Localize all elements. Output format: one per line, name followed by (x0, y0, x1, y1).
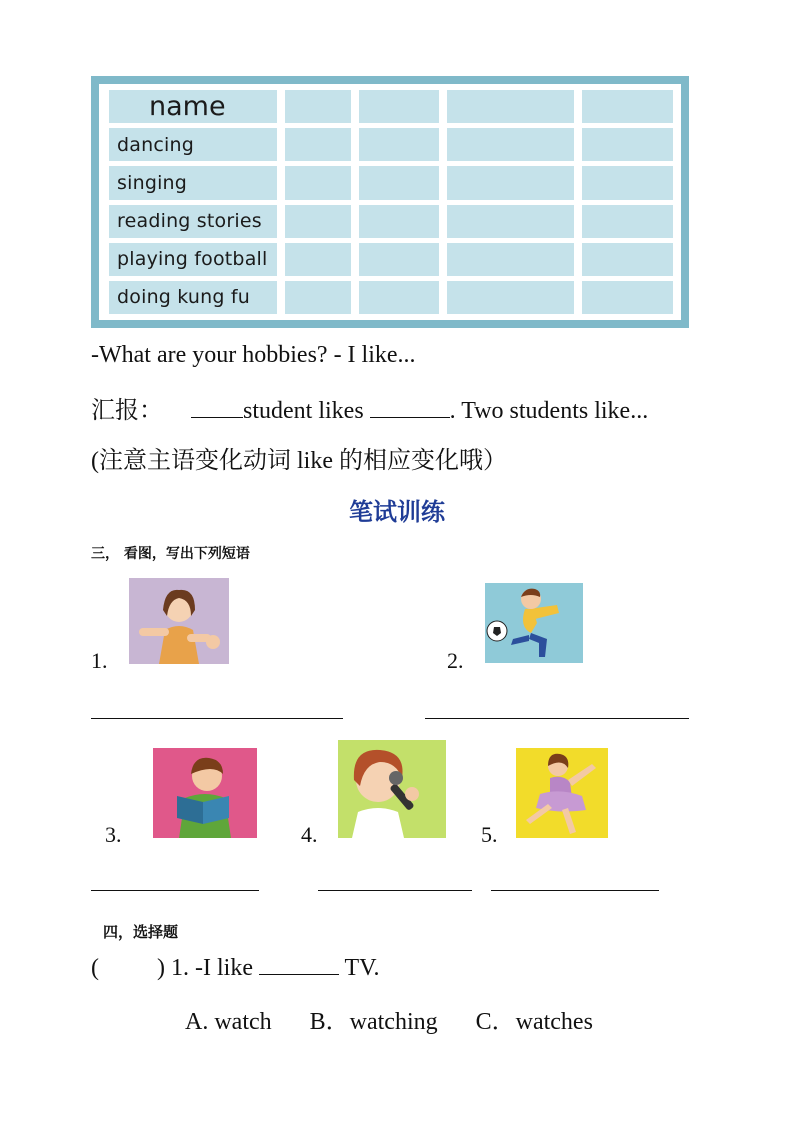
part3-heading: 三， 看图，写出下列短语 (91, 546, 250, 562)
item-number-2: 2. (447, 648, 464, 673)
answer-line-1[interactable] (91, 718, 343, 719)
answer-line-2[interactable] (425, 718, 689, 719)
table-cell (359, 281, 439, 314)
table-cell (359, 243, 439, 276)
item-number-3: 3. (105, 822, 122, 847)
reading-picture (153, 748, 257, 838)
option-b[interactable]: B．watching (309, 1009, 438, 1035)
note-line: (注意主语变化动词 like 的相应变化哦） (91, 448, 507, 474)
table-cell (285, 128, 351, 161)
question-blank[interactable] (259, 954, 339, 975)
question-tail: TV. (344, 955, 380, 981)
table-cell (447, 128, 574, 161)
option-a[interactable]: A. watch (185, 1009, 272, 1035)
table-cell (285, 90, 351, 123)
table-cell (359, 128, 439, 161)
item-number-5: 5. (481, 822, 498, 847)
part4-heading: 四，选择题 (103, 923, 179, 941)
table-cell (582, 166, 673, 199)
table-cell (285, 205, 351, 238)
question-1-options (185, 1001, 593, 1036)
table-header-name: name (109, 90, 277, 123)
table-cell (582, 128, 673, 161)
table-row-label: doing kung fu (109, 281, 277, 314)
table-cell (447, 281, 574, 314)
question-paren-open: ( (91, 955, 99, 981)
table-cell (447, 90, 574, 123)
dialogue-line: -What are your hobbies? - I like... (91, 342, 416, 368)
table-cell (285, 166, 351, 199)
table-row-label: playing football (109, 243, 277, 276)
report-suffix: . Two students like... (449, 398, 649, 424)
table-cell (359, 90, 439, 123)
table-cell (447, 243, 574, 276)
table-cell (582, 243, 673, 276)
survey-grid (99, 84, 681, 320)
question-stem: ) 1. -I like (157, 955, 253, 981)
kung-fu-picture (129, 578, 229, 664)
report-middle: student likes (243, 398, 364, 424)
answer-line-3[interactable] (91, 890, 259, 891)
table-cell (447, 205, 574, 238)
table-row-label: singing (109, 166, 277, 199)
table-cell (285, 281, 351, 314)
report-line (91, 390, 648, 425)
answer-line-4[interactable] (318, 890, 472, 891)
table-cell (582, 281, 673, 314)
report-blank-2 (370, 397, 450, 418)
singing-picture (338, 740, 446, 838)
table-cell (447, 166, 574, 199)
dancing-picture (516, 748, 608, 838)
table-cell (359, 166, 439, 199)
table-cell (582, 205, 673, 238)
item-number-4: 4. (301, 822, 318, 847)
item-number-1: 1. (91, 648, 108, 673)
table-row-label: reading stories (109, 205, 277, 238)
table-cell (582, 90, 673, 123)
football-picture (485, 583, 583, 663)
section-title: 笔试训练 (349, 498, 445, 526)
table-row-label: dancing (109, 128, 277, 161)
report-blank-1 (191, 397, 243, 418)
table-cell (285, 243, 351, 276)
hobby-survey-table (91, 76, 689, 328)
answer-line-5[interactable] (491, 890, 659, 891)
table-cell (359, 205, 439, 238)
option-c[interactable]: C．watches (475, 1009, 593, 1035)
report-prefix: 汇报： (91, 398, 163, 424)
question-1 (91, 954, 379, 982)
